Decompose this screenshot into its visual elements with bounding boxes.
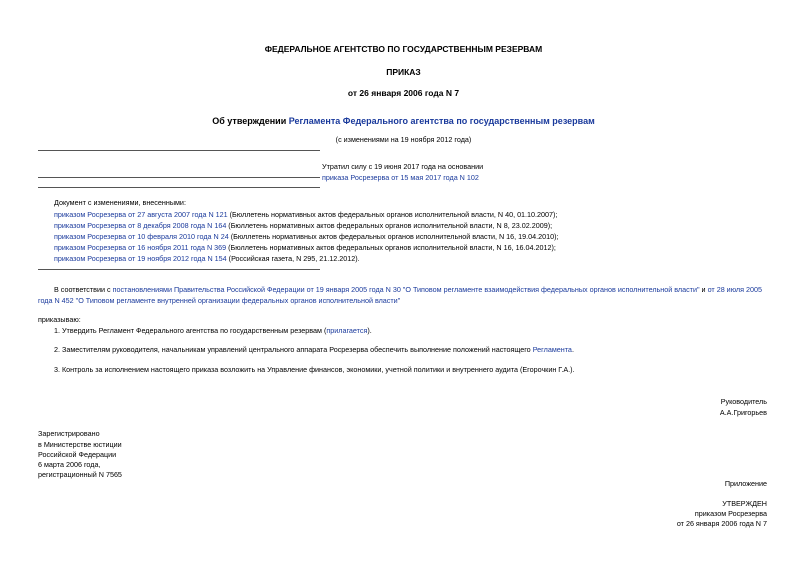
change-source: (Бюллетень нормативных актов федеральных органов исполнительной власти, N 40, 01.10.2007); bbox=[227, 210, 558, 219]
change-link[interactable]: приказом Росрезерва от 16 ноября 2011 года N 369 bbox=[54, 243, 227, 252]
registration-line: Зарегистрировано bbox=[38, 429, 100, 438]
agency-name: ФЕДЕРАЛЬНОЕ АГЕНТСТВО ПО ГОСУДАРСТВЕННЫМ РЕЗЕРВАМ bbox=[264, 44, 543, 54]
doc-date-number: от 26 января 2006 года N 7 bbox=[347, 88, 460, 98]
preamble-text: и bbox=[699, 285, 708, 294]
divider bbox=[38, 177, 320, 178]
divider bbox=[38, 269, 320, 270]
preamble-link-452a[interactable]: от 28 июля 2005 bbox=[707, 285, 763, 294]
change-source: (Бюллетень нормативных актов федеральных органов исполнительной власти, N 16, 19.04.2010); bbox=[228, 232, 559, 241]
signer-name: А.А.Григорьев bbox=[719, 408, 767, 417]
doc-title-prefix: Об утверждении bbox=[212, 116, 289, 126]
change-source: (Российская газета, N 295, 21.12.2012). bbox=[226, 254, 360, 263]
doc-type: ПРИКАЗ bbox=[386, 67, 421, 77]
change-item bbox=[54, 221, 552, 231]
attached-link[interactable]: прилагается bbox=[326, 326, 368, 335]
registration-line: 6 марта 2006 года, bbox=[38, 460, 101, 469]
change-link[interactable]: приказом Росрезерва от 19 ноября 2012 года N 154 bbox=[54, 254, 227, 263]
change-item bbox=[54, 232, 559, 242]
change-link[interactable]: приказом Росрезерва от 10 февраля 2010 года N 24 bbox=[54, 232, 229, 241]
preamble-text: В соответствии с bbox=[54, 285, 113, 294]
point-2 bbox=[54, 345, 574, 355]
preamble-link-30[interactable]: постановлениями Правительства Российской Федерации от 19 января 2005 года N 30 "О Типовом регламенте взаимодействия федеральных органов исполнительной власти" bbox=[112, 285, 700, 294]
registration-line: регистрационный N 7565 bbox=[38, 470, 122, 479]
order-word: приказываю: bbox=[38, 315, 81, 324]
signer-role: Руководитель bbox=[720, 397, 767, 406]
lost-force-link[interactable]: приказа Росрезерва от 15 мая 2017 года N 102 bbox=[322, 173, 479, 182]
appendix-label: Приложение bbox=[724, 479, 767, 488]
regulation-ref-link[interactable]: Регламента bbox=[532, 345, 572, 354]
point-1 bbox=[54, 326, 372, 336]
approved-by: приказом Росрезерва bbox=[694, 509, 767, 518]
point-text: 1. Утвердить Регламент Федерального агентства по государственным резервам ( bbox=[54, 326, 327, 335]
preamble-link-452b[interactable]: года N 452 "О Типовом регламенте внутренней организации федеральных органов исполнительной власти" bbox=[38, 296, 401, 305]
regulation-link[interactable]: Регламента Федерального агентства по государственным резервам bbox=[288, 116, 595, 126]
doc-title bbox=[0, 116, 807, 126]
change-link[interactable]: приказом Росрезерва от 27 августа 2007 года N 121 bbox=[54, 210, 228, 219]
divider bbox=[38, 187, 320, 188]
change-item bbox=[54, 210, 557, 220]
point-3: 3. Контроль за исполнением настоящего приказа возложить на Управление финансов, экономики, учетной политики и внутреннего аудита (Егорочкин Г.А.). bbox=[54, 365, 575, 374]
approved-label: УТВЕРЖДЕН bbox=[722, 499, 767, 508]
amendment-note: (с изменениями на 19 ноября 2012 года) bbox=[335, 135, 472, 144]
preamble-line1 bbox=[54, 285, 762, 295]
divider bbox=[38, 150, 320, 151]
approved-date: от 26 января 2006 года N 7 bbox=[676, 519, 767, 528]
point-text: . bbox=[571, 345, 574, 354]
point-text: 2. Заместителям руководителя, начальникам управлений центрального аппарата Росрезерва обеспечить выполнение положений настоящего bbox=[54, 345, 533, 354]
registration-line: Российской Федерации bbox=[38, 450, 117, 459]
lost-force-text: Утратил силу с 19 июня 2017 года на основании bbox=[322, 162, 484, 171]
point-text: ). bbox=[367, 326, 372, 335]
change-source: (Бюллетень нормативных актов федеральных органов исполнительной власти, N 16, 16.04.2012); bbox=[226, 243, 556, 252]
change-item bbox=[54, 254, 360, 264]
registration-line: в Министерстве юстиции bbox=[38, 440, 122, 449]
change-link[interactable]: приказом Росрезерва от 8 декабря 2008 года N 164 bbox=[54, 221, 227, 230]
change-item bbox=[54, 243, 556, 253]
changes-intro: Документ с изменениями, внесенными: bbox=[54, 198, 186, 207]
change-source: (Бюллетень нормативных актов федеральных органов исполнительной власти, N 8, 23.02.2009); bbox=[226, 221, 553, 230]
